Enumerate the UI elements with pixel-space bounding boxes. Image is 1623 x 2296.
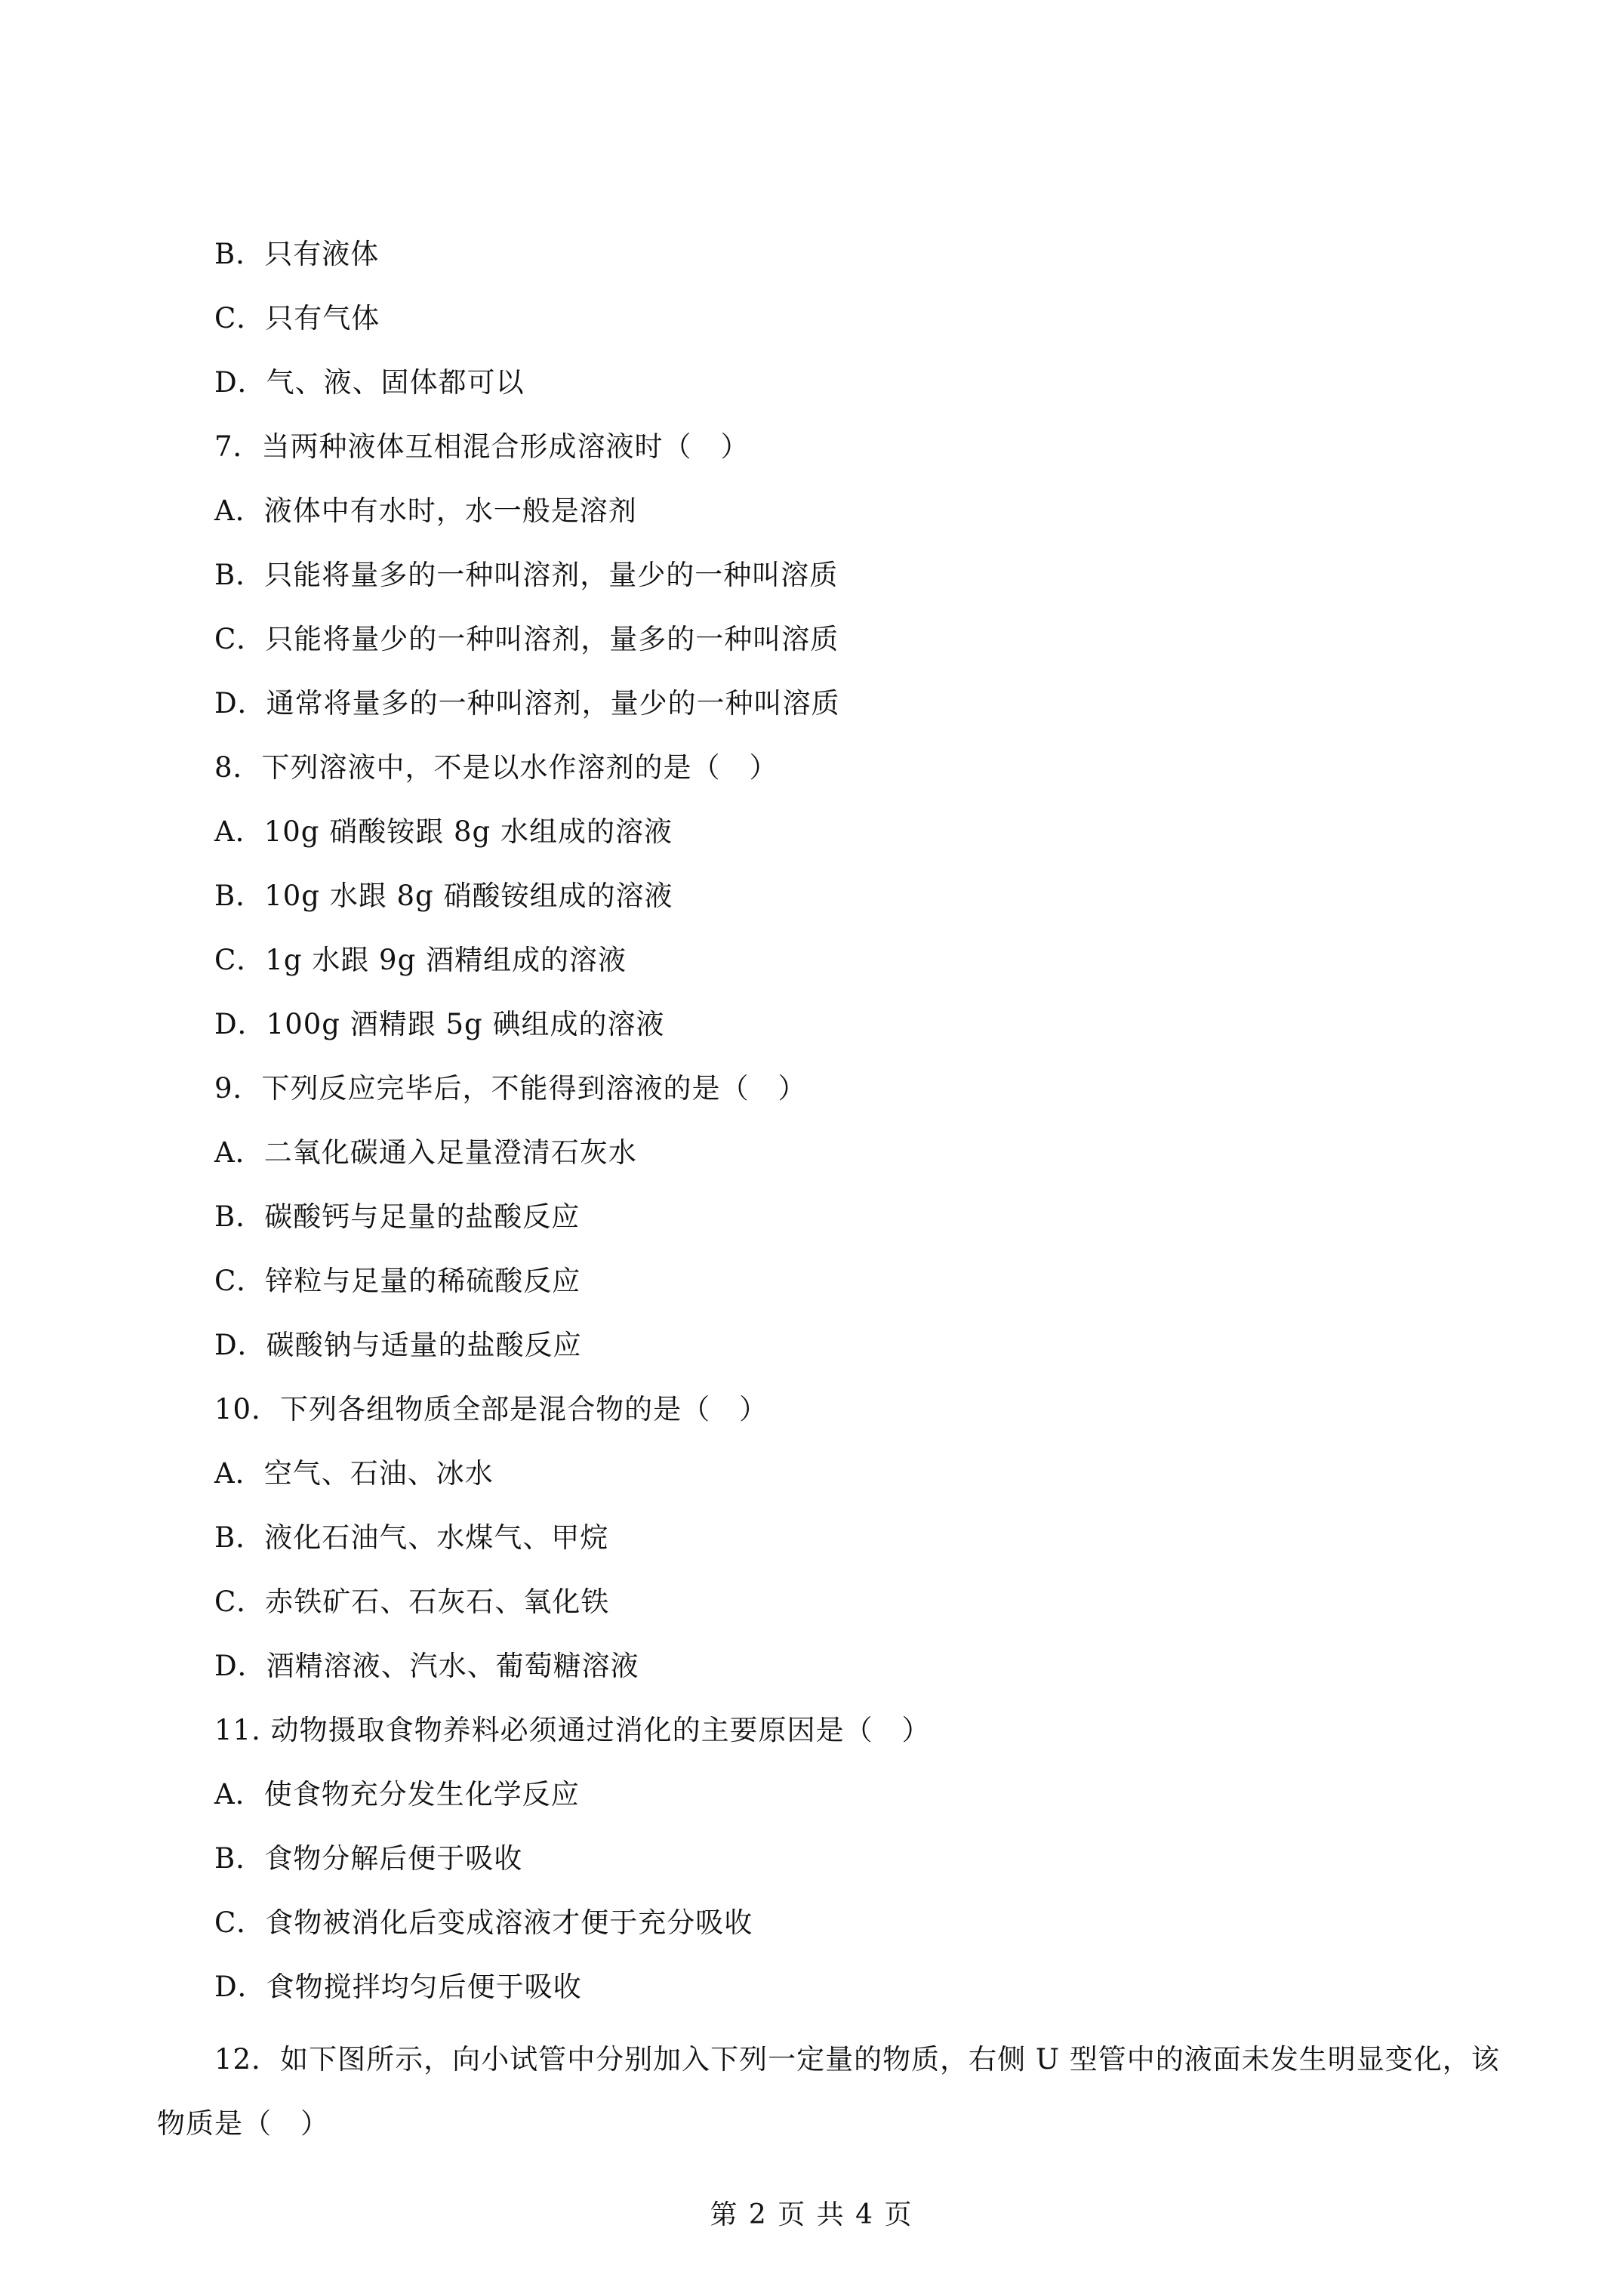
- q7-option-a: A．液体中有水时，水一般是溶剂: [214, 495, 637, 527]
- q8-option-a: A．10g 硝酸铵跟 8g 水组成的溶液: [214, 815, 673, 848]
- q11-option-d: D．食物搅拌均匀后便于吸收: [214, 1971, 582, 2003]
- q7-option-b: B．只能将量多的一种叫溶剂，量少的一种叫溶质: [214, 559, 839, 591]
- q8-option-d: D．100g 酒精跟 5g 碘组成的溶液: [214, 1008, 665, 1040]
- q6-option-b: B．只有液体: [214, 238, 380, 270]
- q9-option-c: C．锌粒与足量的稀硫酸反应: [214, 1265, 581, 1297]
- q6-option-d: D．气、液、固体都可以: [214, 366, 525, 399]
- q8-option-c: C．1g 水跟 9g 酒精组成的溶液: [214, 944, 627, 976]
- q10-option-c: C．赤铁矿石、石灰石、氧化铁: [214, 1586, 610, 1618]
- q9-option-a: A．二氧化碳通入足量澄清石灰水: [214, 1136, 637, 1169]
- q10-option-d: D．酒精溶液、汽水、葡萄糖溶液: [214, 1650, 639, 1682]
- q6-option-c: C．只有气体: [214, 302, 380, 334]
- q9-stem: 9．下列反应完毕后，不能得到溶液的是（ ）: [214, 1072, 807, 1105]
- q11-option-b: B．食物分解后便于吸收: [214, 1842, 523, 1875]
- q12-stem: 12．如下图所示，向小试管中分别加入下列一定量的物质，右侧 U 型管中的液面未发生明显变化，该物质是（ ）: [157, 2043, 1500, 2140]
- q11-stem: 11. 动物摄取食物养料必须通过消化的主要原因是（ ）: [214, 1714, 931, 1746]
- q11-option-a: A．使食物充分发生化学反应: [214, 1778, 580, 1811]
- q8-option-b: B．10g 水跟 8g 硝酸铵组成的溶液: [214, 880, 673, 912]
- page-footer: 第 2 页 共 4 页: [710, 2199, 913, 2230]
- q10-option-a: A．空气、石油、冰水: [214, 1457, 494, 1490]
- q8-stem: 8．下列溶液中，不是以水作溶剂的是（ ）: [214, 751, 778, 784]
- q7-option-c: C．只能将量少的一种叫溶剂，量多的一种叫溶质: [214, 623, 839, 655]
- q9-option-b: B．碳酸钙与足量的盐酸反应: [214, 1200, 581, 1233]
- q7-option-d: D．通常将量多的一种叫溶剂，量少的一种叫溶质: [214, 687, 840, 720]
- q9-option-d: D．碳酸钠与适量的盐酸反应: [214, 1329, 582, 1361]
- q10-option-b: B．液化石油气、水煤气、甲烷: [214, 1521, 609, 1554]
- q11-option-c: C．食物被消化后变成溶液才便于充分吸收: [214, 1906, 753, 1939]
- q10-stem: 10．下列各组物质全部是混合物的是（ ）: [214, 1393, 768, 1425]
- q7-stem: 7．当两种液体互相混合形成溶液时（ ）: [214, 430, 750, 463]
